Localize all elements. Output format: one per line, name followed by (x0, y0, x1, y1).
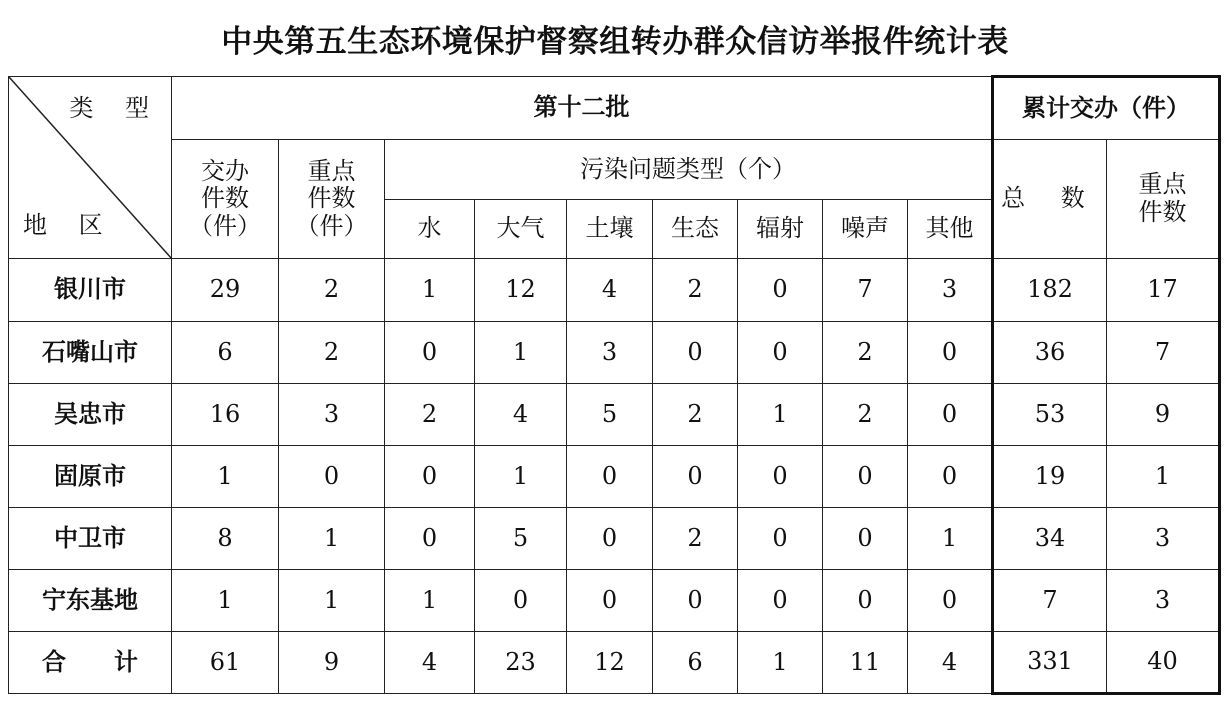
table-cell: 11 (823, 632, 908, 694)
table-cell: 0 (908, 446, 993, 508)
table-cell: 3 (279, 384, 385, 446)
table-cell: 1 (172, 446, 279, 508)
table-cell: 1 (475, 322, 567, 384)
table-cell: 0 (738, 322, 823, 384)
table-cell: 6 (653, 632, 738, 694)
page-title: 中央第五生态环境保护督察组转办群众信访举报件统计表 (221, 24, 1009, 60)
table-row (9, 259, 1220, 322)
table-cell: 2 (653, 259, 738, 322)
table-cell: 0 (738, 508, 823, 570)
region-cell: 中卫市 (9, 508, 172, 570)
total-label-cell: 合 计 (9, 632, 172, 694)
cumulative-header: 累计交办（件） (993, 77, 1220, 140)
table-cell: 2 (653, 384, 738, 446)
table-cell: 3 (1107, 570, 1220, 632)
table-cell: 2 (279, 322, 385, 384)
table-cell: 0 (653, 322, 738, 384)
table-cell: 17 (1107, 259, 1220, 322)
region-cell: 石嘴山市 (9, 322, 172, 384)
table-cell: 3 (567, 322, 653, 384)
table-cell: 0 (279, 446, 385, 508)
table-cell: 53 (993, 384, 1107, 446)
table-cell: 4 (567, 259, 653, 322)
table-cell: 0 (908, 384, 993, 446)
table-cell: 182 (993, 259, 1107, 322)
table-cell: 7 (823, 259, 908, 322)
table-cell: 0 (738, 259, 823, 322)
table-cell: 1 (279, 508, 385, 570)
table-cell: 0 (475, 570, 567, 632)
cumulative-key-header: 重点 件数 (1107, 140, 1220, 259)
table-cell: 2 (823, 322, 908, 384)
table-cell: 12 (475, 259, 567, 322)
table-cell: 5 (567, 384, 653, 446)
table-cell: 0 (823, 446, 908, 508)
table-cell: 4 (475, 384, 567, 446)
table-cell: 0 (385, 322, 475, 384)
table-cell: 0 (908, 322, 993, 384)
region-label: 地 区 (23, 211, 115, 240)
table-cell: 1 (908, 508, 993, 570)
table-cell: 19 (993, 446, 1107, 508)
region-cell: 宁东基地 (9, 570, 172, 632)
pollution-col-radiation: 辐射 (738, 200, 823, 259)
total-header: 总 数 (993, 140, 1107, 259)
table-cell: 23 (475, 632, 567, 694)
pollution-col-air: 大气 (475, 200, 567, 259)
assigned-count-header: 交办 件数 （件） (172, 140, 279, 259)
table-cell: 7 (993, 570, 1107, 632)
table-cell: 331 (993, 632, 1107, 694)
table-cell: 0 (567, 508, 653, 570)
statistics-table (8, 75, 1221, 695)
table-row (9, 570, 1220, 632)
table-cell: 3 (1107, 508, 1220, 570)
table-cell: 1 (385, 570, 475, 632)
table-cell: 2 (823, 384, 908, 446)
table-cell: 0 (385, 446, 475, 508)
diagonal-header-cell (9, 77, 172, 259)
table-row (9, 508, 1220, 570)
table-cell: 36 (993, 322, 1107, 384)
table-cell: 6 (172, 322, 279, 384)
table-cell: 0 (567, 446, 653, 508)
pollution-col-noise: 噪声 (823, 200, 908, 259)
table-cell: 2 (653, 508, 738, 570)
region-cell: 固原市 (9, 446, 172, 508)
table-cell: 0 (823, 508, 908, 570)
table-cell: 5 (475, 508, 567, 570)
table-cell: 1 (1107, 446, 1220, 508)
region-cell: 银川市 (9, 259, 172, 322)
table-cell: 40 (1107, 632, 1220, 694)
pollution-types-header: 污染问题类型（个） (385, 140, 993, 200)
table-cell: 61 (172, 632, 279, 694)
pollution-col-ecology: 生态 (653, 200, 738, 259)
table-cell: 2 (385, 384, 475, 446)
table-cell: 0 (738, 446, 823, 508)
table-cell: 9 (1107, 384, 1220, 446)
table-cell: 4 (385, 632, 475, 694)
table-cell: 12 (567, 632, 653, 694)
pollution-col-water: 水 (385, 200, 475, 259)
table-row (9, 384, 1220, 446)
table-cell: 0 (653, 570, 738, 632)
table-cell: 0 (908, 570, 993, 632)
table-cell: 16 (172, 384, 279, 446)
table-cell: 7 (1107, 322, 1220, 384)
table-cell: 0 (823, 570, 908, 632)
key-count-header: 重点 件数 （件） (279, 140, 385, 259)
table-cell: 0 (738, 570, 823, 632)
table-cell: 0 (567, 570, 653, 632)
table-cell: 1 (385, 259, 475, 322)
table-cell: 9 (279, 632, 385, 694)
table-cell: 34 (993, 508, 1107, 570)
table-row (9, 446, 1220, 508)
table-cell: 3 (908, 259, 993, 322)
table-cell: 1 (279, 570, 385, 632)
table-cell: 2 (279, 259, 385, 322)
type-label: 类 型 (69, 94, 161, 122)
table-cell: 0 (385, 508, 475, 570)
table-cell: 1 (738, 632, 823, 694)
table-cell: 1 (738, 384, 823, 446)
total-row (9, 632, 1220, 694)
table-cell: 29 (172, 259, 279, 322)
pollution-col-soil: 土壤 (567, 200, 653, 259)
table-cell: 1 (172, 570, 279, 632)
table-cell: 0 (653, 446, 738, 508)
table-cell: 8 (172, 508, 279, 570)
table-cell: 4 (908, 632, 993, 694)
table-row (9, 322, 1220, 384)
batch-header: 第十二批 (172, 77, 993, 140)
region-cell: 吴忠市 (9, 384, 172, 446)
table-cell: 1 (475, 446, 567, 508)
pollution-col-other: 其他 (908, 200, 993, 259)
